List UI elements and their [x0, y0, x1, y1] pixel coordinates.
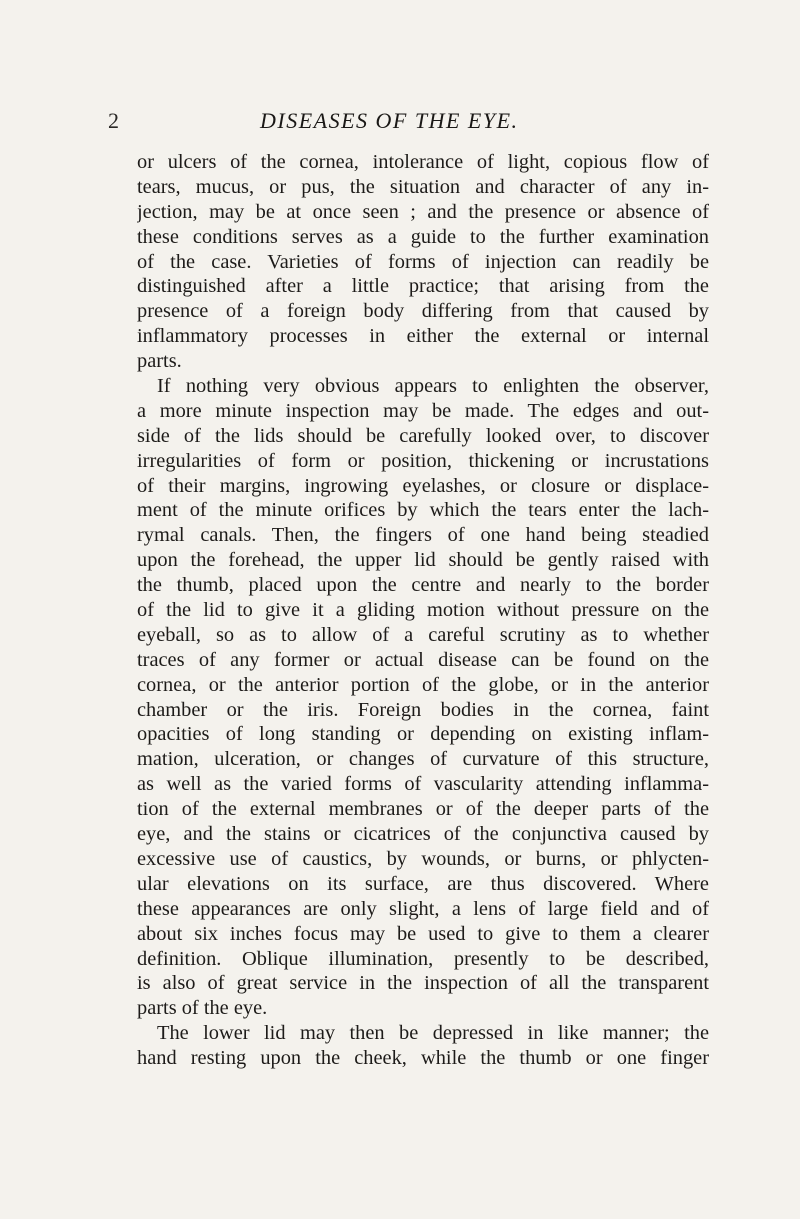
text-line: If nothing very obvious appears to enlighten the observer, [157, 375, 709, 398]
text-line: distinguished after a little practice; that arising from the [137, 275, 709, 298]
text-line: upon the forehead, the upper lid should be gently raised with [137, 549, 709, 572]
text-line: The lower lid may then be depressed in like manner; the [157, 1022, 709, 1045]
text-line: as well as the varied forms of vascularity attending inflamma- [137, 773, 709, 796]
page-number: 2 [108, 108, 119, 133]
text-line: of the lid to give it a gliding motion without pressure on the [137, 599, 709, 622]
text-line: excessive use of caustics, by wounds, or burns, or phlycten- [137, 847, 709, 870]
page-header [108, 108, 708, 138]
text-line: side of the lids should be carefully looked over, to discover [137, 424, 709, 447]
text-line: of the case. Varieties of forms of injection can readily be [137, 250, 709, 273]
text-line: inflammatory processes in either the external or internal [137, 325, 709, 348]
text-line: or ulcers of the cornea, intolerance of light, copious flow of [137, 151, 709, 173]
text-line: traces of any former or actual disease can be found on the [137, 648, 709, 671]
text-line: parts. [137, 350, 182, 373]
text-line: opacities of long standing or depending on existing inflam- [137, 723, 709, 746]
text-line: parts of the eye. [137, 997, 268, 1020]
text-line: definition. Oblique illumination, presently to be described, [137, 947, 709, 970]
body-text [137, 150, 709, 1071]
text-line: eye, and the stains or cicatrices of the conjunctiva caused by [137, 823, 709, 846]
running-title: DISEASES OF THE EYE. [260, 108, 519, 133]
text-line: ment of the minute orifices by which the tears enter the lach- [137, 499, 709, 522]
text-line: is also of great service in the inspection of all the transparent [137, 972, 709, 995]
text-line: rymal canals. Then, the fingers of one hand being steadied [137, 524, 709, 547]
text-line: presence of a foreign body differing from that caused by [137, 300, 709, 323]
text-line: tears, mucus, or pus, the situation and character of any in- [137, 175, 709, 198]
text-line: a more minute inspection may be made. The edges and out- [137, 399, 709, 422]
text-line: the thumb, placed upon the centre and nearly to the border [137, 574, 709, 597]
text-line: about six inches focus may be used to give to them a clearer [137, 922, 709, 945]
text-line: mation, ulceration, or changes of curvature of this structure, [137, 748, 709, 771]
text-line: irregularities of form or position, thickening or incrustations [137, 449, 709, 472]
text-line: jection, may be at once seen ; and the presence or absence of [137, 200, 709, 223]
text-line: hand resting upon the cheek, while the thumb or one finger [137, 1047, 709, 1070]
text-line: chamber or the iris. Foreign bodies in the cornea, faint [137, 698, 709, 721]
text-line: eyeball, so as to allow of a careful scrutiny as to whether [137, 623, 709, 646]
text-line: of their margins, ingrowing eyelashes, or closure or displace- [137, 474, 709, 497]
text-line: cornea, or the anterior portion of the globe, or in the anterior [137, 673, 709, 696]
text-line: ular elevations on its surface, are thus discovered. Where [137, 872, 709, 895]
text-line: these conditions serves as a guide to the further examination [137, 225, 709, 248]
text-line: tion of the external membranes or of the deeper parts of the [137, 798, 709, 821]
text-line: these appearances are only slight, a lens of large field and of [137, 897, 709, 920]
